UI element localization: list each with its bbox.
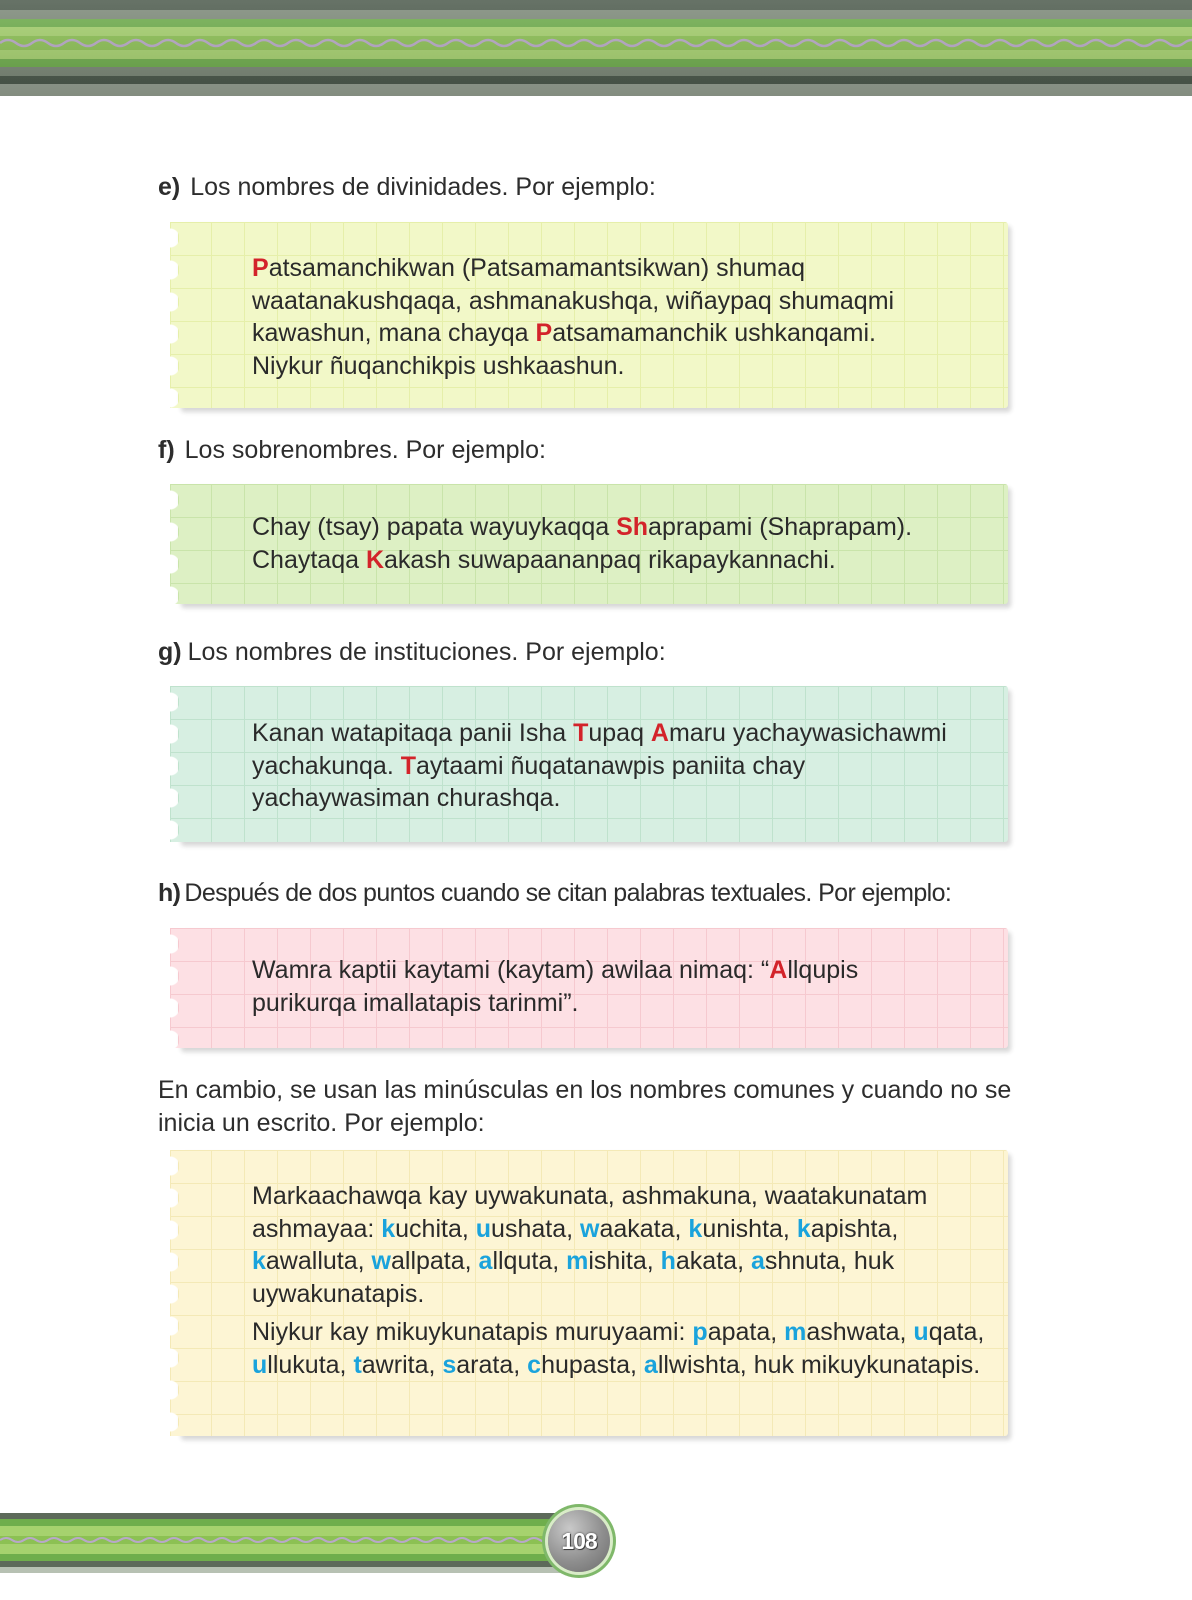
lowercase-letter: k: [796, 1214, 811, 1243]
heading-divinities: [158, 171, 656, 203]
word-rest: awrita,: [361, 1350, 443, 1379]
example-word: [479, 1247, 567, 1275]
example-word: [797, 1215, 898, 1243]
word-rest: llwishta,: [657, 1350, 754, 1379]
example-card-quotes: [178, 928, 1008, 1048]
word-rest: hupasta,: [541, 1350, 644, 1379]
capital-letter: Sh: [616, 513, 649, 541]
lowercase-letter: h: [660, 1247, 676, 1275]
lowercase-letter: k: [688, 1214, 703, 1243]
word-rest: allpata,: [390, 1247, 479, 1275]
heading-quotes: [158, 877, 951, 909]
word-rest: qata,: [928, 1318, 985, 1346]
example-text: Chay (tsay) papata wayuykaqqa Shaprapami (Shaprapam). Chaytaqa Kakash suwapaananpaq rikapaykannachi.: [252, 513, 913, 574]
lowercase-letter: a: [750, 1247, 765, 1275]
word-rest: awalluta,: [265, 1247, 372, 1275]
item-marker: e): [158, 173, 181, 201]
example-word: [372, 1247, 479, 1275]
example-word: [252, 1247, 372, 1275]
example-word: [476, 1215, 580, 1243]
paragraph-animals: Markaachawqa kay uywakunata, ashmakuna, waatakunatam ashmayaa: kuchita, uushata, waakata, kunishta, kapishta, kawalluta, wallpata, allquta, mishita, hakata, ashnuta, huk uywakunatapis.: [252, 1182, 928, 1308]
heading-text: Los sobrenombres. Por ejemplo:: [184, 436, 546, 464]
word-rest: ushata,: [491, 1214, 580, 1243]
example-word: [661, 1247, 751, 1275]
lowercase-letter: p: [692, 1318, 708, 1346]
lowercase-intro-paragraph: En cambio, se usan las minúsculas en los nombres comunes y cuando no se inicia un escrito. Por ejemplo:: [158, 1076, 1012, 1137]
example-word: [580, 1215, 688, 1243]
example-word: [252, 1351, 353, 1379]
example-word: [644, 1351, 754, 1379]
capital-letter: P: [252, 254, 269, 282]
word-rest: llukuta,: [267, 1350, 354, 1379]
paragraph-foods: Niykur kay mikuykunatapis muruyaami: papata, mashwata, uqata, ullukuta, tawrita, sarata, chupasta, allwishta, huk mikuykunatapis.: [252, 1318, 985, 1379]
header-decorative-band: [0, 0, 1192, 96]
heading-text: Los nombres de instituciones. Por ejemplo:: [187, 638, 666, 666]
lowercase-letter: m: [784, 1318, 807, 1346]
capital-letter: P: [535, 319, 553, 347]
lowercase-letter: m: [566, 1247, 589, 1275]
example-word: [527, 1351, 644, 1379]
example-word: [442, 1351, 527, 1379]
example-word: [688, 1215, 796, 1243]
capital-letter: A: [650, 719, 669, 747]
heading-text: Después de dos puntos cuando se citan palabras textuales. Por ejemplo:: [184, 879, 952, 907]
page-number-badge: [548, 1510, 610, 1572]
lowercase-letter: a: [478, 1247, 493, 1275]
word-rest: aakata,: [599, 1214, 689, 1243]
example-text: Patsamanchikwan (Patsamamantsikwan) shumaq waatanakushqaqa, ashmanakushqa, wiñaypaq shumaqmi kawashun, mana chayqa Patsamamanchik ushkanqami. Niykur ñuqanchikpis ushkaashun.: [252, 254, 895, 380]
word-rest: akata,: [675, 1247, 751, 1275]
word-rest: uchita,: [395, 1214, 476, 1243]
example-text: Kanan watapitaqa panii Isha Tupaq Amaru yachaywasichawmi yachakunqa. Taytaami ñuqatanawpis paniita chay yachaywasiman churashqa.: [252, 719, 947, 812]
word-rest: llquta,: [492, 1247, 567, 1275]
lowercase-letter: k: [252, 1247, 266, 1275]
example-card-lowercase: [178, 1150, 1008, 1436]
footer-decorative-band: [0, 1513, 578, 1573]
example-card-divinities: [178, 222, 1008, 408]
word-rest: shnuta,: [764, 1247, 854, 1275]
example-word: [566, 1247, 661, 1275]
word-rest: ashwata,: [806, 1318, 914, 1346]
page-number: 108: [561, 1527, 597, 1554]
capital-letter: T: [573, 719, 589, 747]
example-word: [353, 1351, 442, 1379]
word-rest: unishta,: [702, 1214, 797, 1243]
example-card-institutions: [178, 686, 1008, 842]
example-text: Wamra kaptii kaytami (kaytam) awilaa nimaq: “Allqupis purikurqa imallatapis tarinmi”.: [252, 956, 859, 1017]
example-card-nicknames: [178, 484, 1008, 604]
item-marker: h): [158, 879, 181, 907]
capital-letter: K: [365, 545, 385, 574]
example-word: [913, 1318, 984, 1346]
heading-text: Los nombres de divinidades. Por ejemplo:: [190, 173, 656, 201]
lowercase-letter: w: [580, 1214, 600, 1243]
lowercase-letter: k: [381, 1214, 396, 1243]
lowercase-letter: a: [643, 1350, 658, 1379]
example-word: [381, 1215, 476, 1243]
word-rest: apata,: [707, 1318, 785, 1346]
word-rest: ishita,: [588, 1247, 661, 1275]
lowercase-letter: s: [442, 1350, 457, 1379]
capital-letter: T: [400, 751, 416, 780]
example-text: [252, 1180, 986, 1381]
heading-institutions: [158, 636, 666, 668]
heading-nicknames: [158, 434, 546, 466]
item-marker: g): [158, 638, 182, 666]
lowercase-letter: t: [353, 1350, 362, 1379]
example-word: [692, 1318, 784, 1346]
lowercase-letter: u: [913, 1318, 929, 1346]
word-rest: arata,: [456, 1350, 528, 1379]
lowercase-letter: w: [371, 1247, 391, 1275]
lowercase-letter: c: [527, 1350, 542, 1379]
capital-letter: A: [769, 956, 788, 984]
example-word: [784, 1318, 913, 1346]
item-marker: f): [158, 436, 175, 464]
word-rest: apishta,: [810, 1214, 899, 1243]
lowercase-letter: u: [475, 1214, 492, 1243]
lowercase-letter: u: [252, 1350, 268, 1379]
example-word: [751, 1247, 854, 1275]
